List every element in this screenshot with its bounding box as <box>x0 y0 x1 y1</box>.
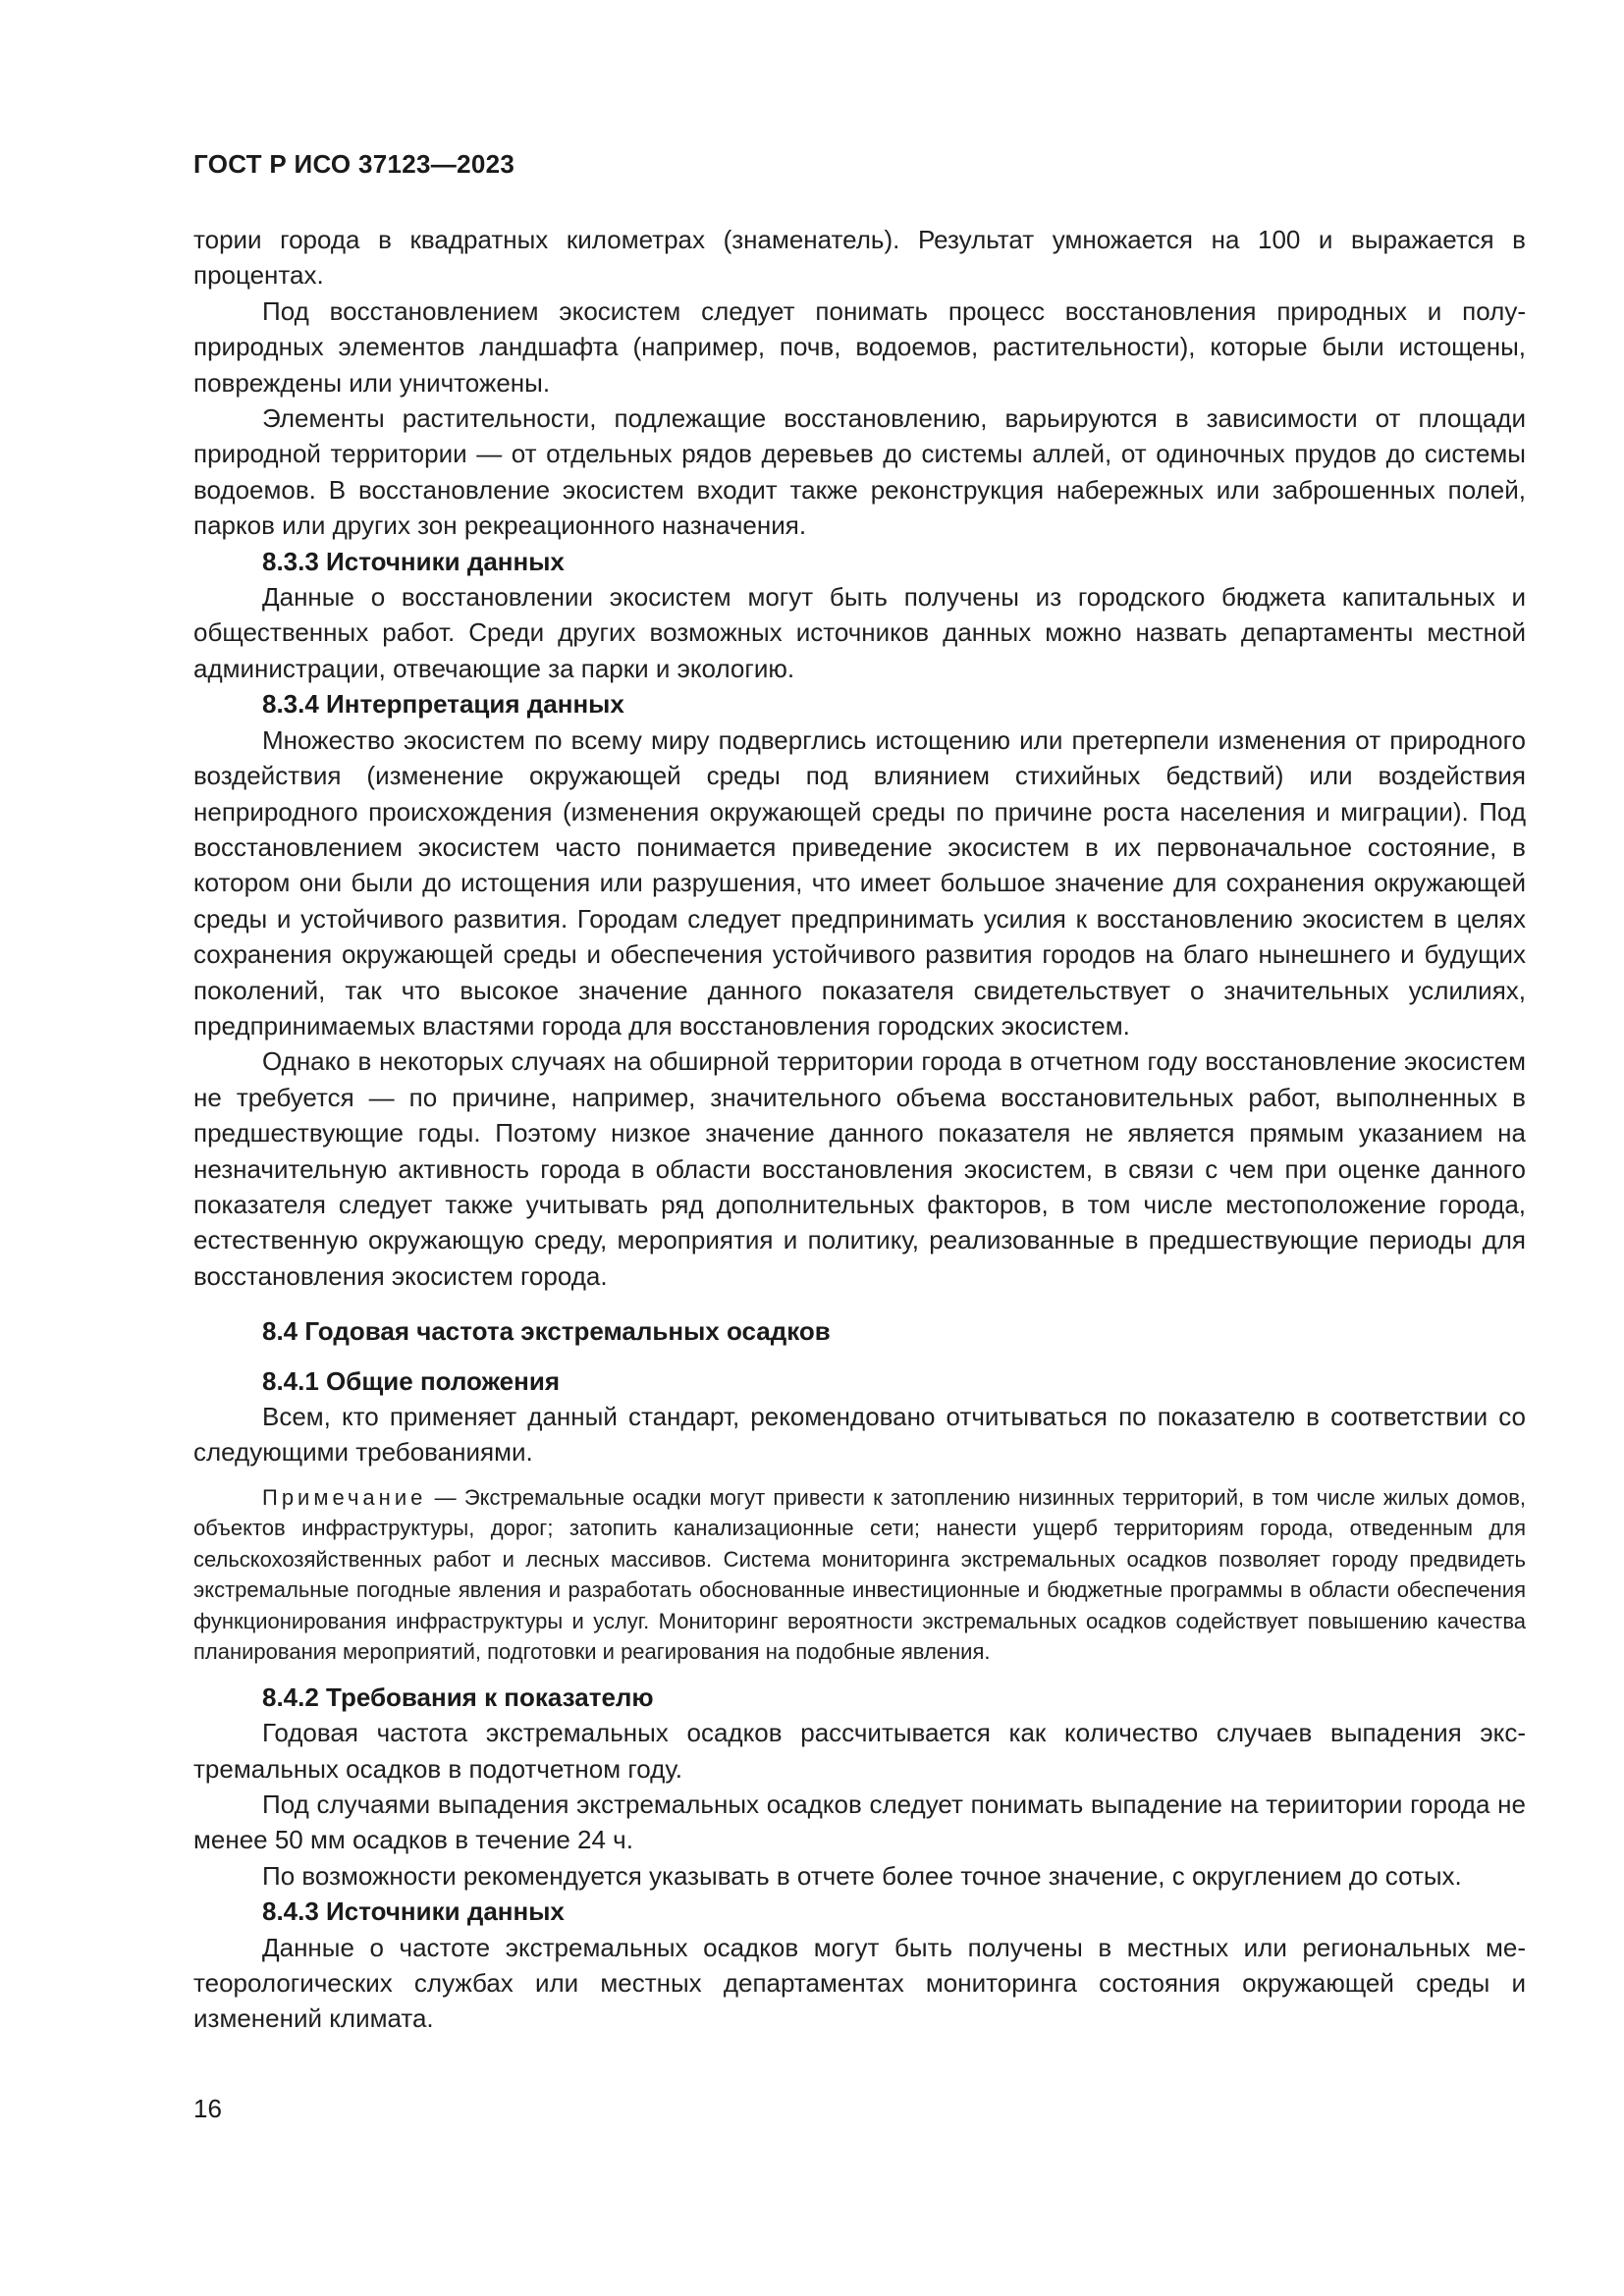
paragraph-interpretation-note: Однако в некоторых случаях на обширной территории города в отчетном году восстановление экосистем не требуется — по причине, например, значительного объема восстановительных работ, выполненных в предшествующие годы. Поэтому низкое значение данного показателя не является прямым указанием на незначительную активность города в области восстановления экосистем, в связи с чем при оценке данного показателя следует также учитывать ряд дополнительных факторов, в том числе местоположение города, естественную окружающую среду, мероприятия и политику, реализованные в предшествующие периоды для восстановления экосистем города. <box>193 1046 1526 1291</box>
heading-8-3-3: 8.3.3 Источники данных <box>262 546 565 576</box>
paragraph-rounding: По возможности рекомендуется указывать в отчете более точное значение, с округлением до сотых. <box>262 1860 1462 1891</box>
paragraph-ecosystem-restoration-definition: Под восстановлением экосистем следует понимать процесс восстановления природных и полуприродных элементов ландшафта (например, почв, водоемов, растительности), которые были истощены, повреждены или уничтожены. <box>193 295 1526 398</box>
paragraph-vegetation-elements: Элементы растительности, подлежащие восстановлению, варьируются в зависимости от площади природной территории — от отдельных рядов деревьев до системы аллей, от одиночных прудов до системы водоемов. В восстановление экосистем входит также реконструкция набережных или заброшенных полей, парков или других зон рекреационного назначения. <box>193 403 1526 541</box>
standard-header: ГОСТ Р ИСО 37123—2023 <box>193 149 515 179</box>
paragraph-data-sources: Данные о восстановлении экосистем могут быть получены из городского бюджета капитальных и общественных работ. Среди других возможных источников данных можно назвать департаменты местной администрации, отвечающие за парки и экологию. <box>193 582 1526 683</box>
note-text: — Экстремальные осадки могут привести к затоплению низинных территорий, в том числе жилых домов, объектов инфраструктуры, дорог; затопить канализационные сети; нанести ущерб территориям города, отведенным для сельскохозяйственных работ и лесных массивов. Система мониторинга экстремальных осадков позволяет городу предвидеть экстремальные погодные явления и разработать обоснованные инвестиционные и бюджетные программы в области обеспечения функционирования инфраструктуры и услуг. Мониторинг вероятности экстремальных осадков содействует повышению качества планирования мероприятий, подготовки и реагирования на подобные явления. <box>193 1484 1526 1665</box>
page-number: 16 <box>193 2094 222 2123</box>
heading-8-4: 8.4 Годовая частота экстремальных осадков <box>262 1316 831 1347</box>
heading-8-4-2: 8.4.2 Требования к показателю <box>262 1682 654 1712</box>
heading-8-4-3: 8.4.3 Источники данных <box>262 1896 565 1927</box>
paragraph-continuation: тории города в квадратных километрах (знаменатель). Результат умножается на 100 и выражается в процентах. <box>193 225 1526 291</box>
paragraph-indicator-requirements: Годовая частота экстремальных осадков рассчитывается как количество случаев выпадения экстремальных осадков в подотчетном году. <box>193 1718 1526 1784</box>
paragraph-precipitation-data-sources: Данные о частоте экстремальных осадков могут быть получены в местных или региональных метеорологических службах или местных департаментах мониторинга состояния окружающей среды и изменений климата. <box>193 1932 1526 2034</box>
paragraph-general-provisions: Всем, кто применяет данный стандарт, рекомендовано отчитываться по показателю в соответствии со следующими требованиями. <box>193 1402 1526 1468</box>
note-block <box>193 1482 1526 1668</box>
page-body <box>193 222 1526 2037</box>
note-label: Примечание <box>262 1484 427 1510</box>
heading-8-4-1: 8.4.1 Общие положения <box>262 1365 560 1396</box>
paragraph-extreme-precipitation-definition: Под случаями выпадения экстремальных осадков следует понимать выпадение на териитории города не менее 50 мм осадков в течение 24 ч. <box>193 1789 1526 1855</box>
heading-8-3-4: 8.3.4 Интерпретация данных <box>262 689 624 720</box>
paragraph-interpretation: Множество экосистем по всему миру подверглись истощению или претерпели изменения от природного воздействия (изменение окружающей среды под влиянием стихийных бедствий) или воздействия неприродного происхождения (изменения окружающей среды по причине роста населения и миграции). Под восстановлением экосистем часто понимается приведение экосистем в их первоначальное состояние, в котором они были до истощения или разрушения, что имеет большое значение для сохранения окружающей среды и устойчивого развития. Городам следует предпринимать усилия к восстановлению экосистем в целях сохранения окружающей среды и обеспечения устойчивого развития городов на благо нынешнего и будущих поколений, так что высокое значение данного показателя свидетельствует о значительных услилиях, предпринимаемых властями города для восстановления городских экосистем. <box>193 724 1526 1041</box>
